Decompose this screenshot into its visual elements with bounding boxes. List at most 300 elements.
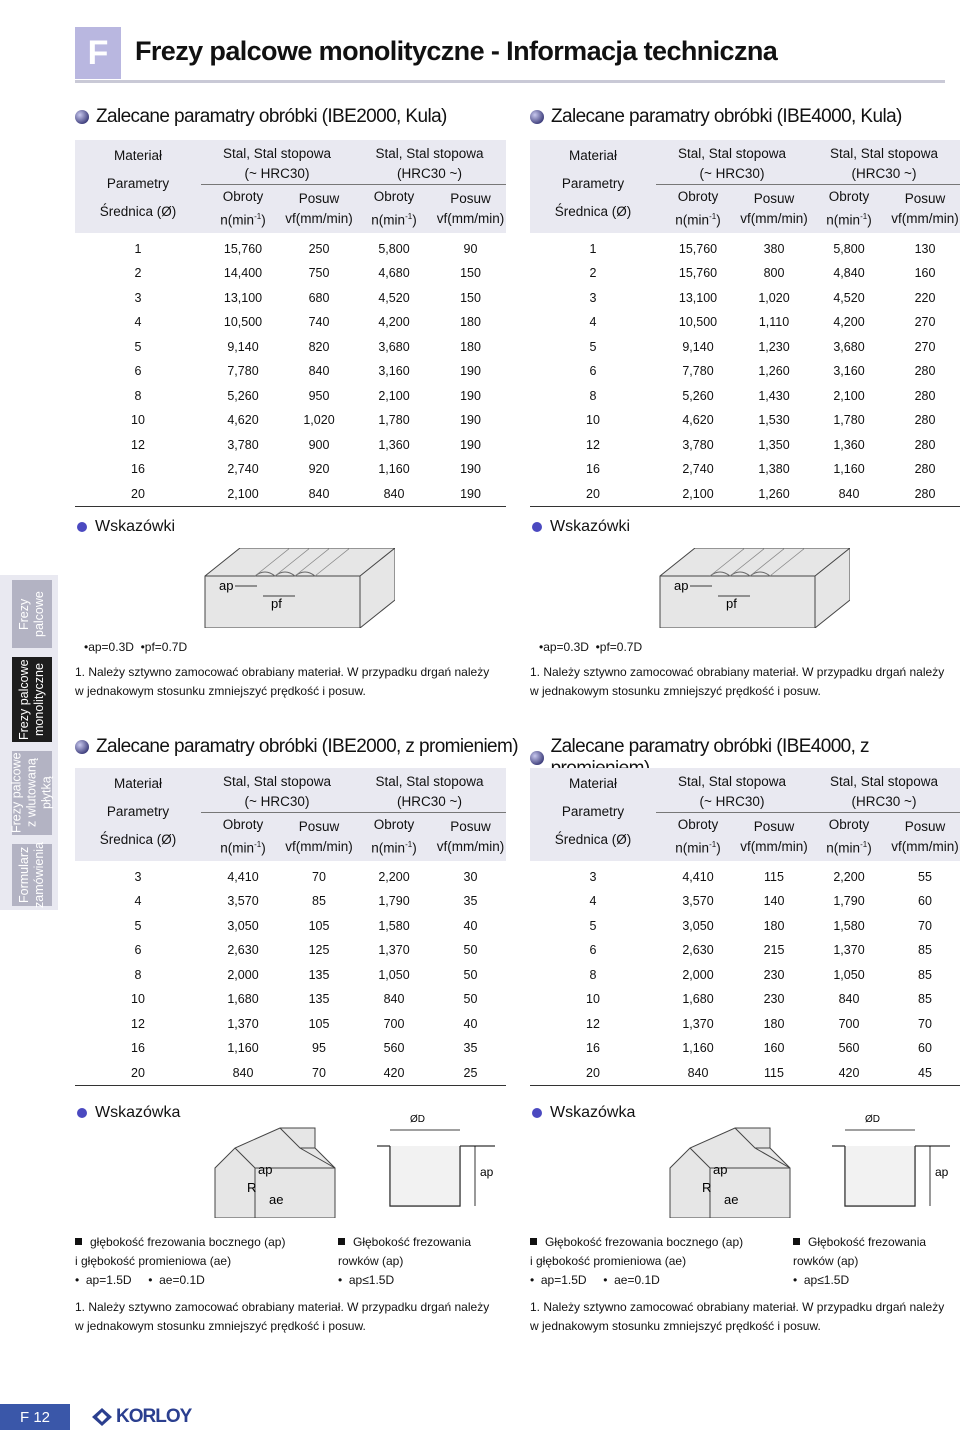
- table-cell: 6: [589, 364, 597, 379]
- table-cell: 95: [312, 1041, 326, 1056]
- table-cell: 1,360: [378, 437, 410, 452]
- header-feed-unit: vf(mm/min): [285, 838, 353, 854]
- tips-heading-text: Wskazówka: [550, 1104, 636, 1121]
- table-cell: 8: [134, 967, 142, 982]
- table-row: [530, 408, 960, 433]
- tips-heading-text: Wskazówka: [95, 1104, 181, 1121]
- header-feed-label: Posuw: [450, 190, 491, 206]
- table-cell: 25: [463, 1065, 478, 1080]
- header-feed: [740, 185, 808, 233]
- header-rpm: [808, 185, 890, 233]
- rpm-unit-a: n(min: [220, 212, 255, 228]
- tips-heading: [532, 518, 630, 536]
- table-cell: 420: [383, 1065, 405, 1080]
- header-material-1-b: (~ HRC30): [244, 794, 310, 809]
- table-cell: 16: [586, 462, 600, 477]
- table-row: [530, 384, 960, 409]
- table-cell: 10: [131, 413, 145, 428]
- rpm-unit-sup: -1: [860, 840, 868, 849]
- header-rpm-unit: [353, 835, 435, 859]
- table-cell: 1,160: [682, 1041, 714, 1056]
- table-cell: 35: [463, 1041, 478, 1056]
- brand-name: KORLOY: [116, 1406, 192, 1427]
- table-cell: 3,680: [833, 339, 865, 354]
- table-cell: 2,100: [682, 486, 714, 501]
- slot-tip-text: Głębokość frezowania: [808, 1235, 927, 1249]
- header-feed: [285, 185, 353, 233]
- slot-tip-line3: • ap≤1.5D: [793, 1273, 850, 1287]
- table-bottom-rule: [75, 507, 506, 512]
- table-cell: 20: [131, 1065, 145, 1080]
- header-feed-label: Posuw: [753, 190, 795, 206]
- table-cell: 35: [463, 894, 478, 909]
- page-title: Frezy palcowe monolityczne - Informacja techniczna: [135, 36, 778, 66]
- section-title: [530, 106, 902, 128]
- header-corner: [75, 140, 201, 233]
- header-rpm: [201, 185, 285, 233]
- table-row: [75, 359, 506, 384]
- table-cell: 1,260: [758, 486, 790, 501]
- header-material-2-b: (HRC30 ~): [851, 794, 917, 809]
- table-cell: 2,740: [682, 462, 714, 477]
- header-material: Materiał: [113, 148, 162, 163]
- tips-heading-text: Wskazówki: [550, 518, 631, 535]
- table-cell: 280: [914, 388, 936, 403]
- table-cell: 12: [586, 1016, 600, 1031]
- side-tip-text: Głębokość frezowania bocznego (ap): [545, 1235, 744, 1249]
- table-cell: 2,630: [682, 943, 714, 958]
- table-row: [75, 408, 506, 433]
- table-cell: 50: [463, 943, 478, 958]
- slot-milling-tip: [793, 1233, 953, 1290]
- table-cell: 1: [134, 241, 142, 256]
- slot-ap-label: ap: [480, 1165, 494, 1179]
- header-material-2: [353, 140, 506, 185]
- header-rpm-label: Obroty: [222, 817, 264, 832]
- side-tab-frezy-palcowe[interactable]: [12, 580, 52, 648]
- header-feed-unit: vf(mm/min): [436, 210, 505, 226]
- side-tip-line3: • ap=1.5D • ae=0.1D: [530, 1273, 660, 1287]
- table-cell: 60: [918, 1041, 932, 1056]
- table-row: [530, 261, 960, 286]
- table-cell: 85: [918, 943, 932, 958]
- table-cell: 12: [131, 1016, 145, 1031]
- ae-label: ae: [269, 1192, 284, 1207]
- table-cell: 16: [131, 1041, 145, 1056]
- header-material-2-a: Stal, Stal stopowa: [375, 774, 484, 789]
- header-diameter: Średnica (Ø): [99, 204, 177, 219]
- table-cell: 16: [586, 1041, 600, 1056]
- pf-label: pf: [726, 596, 737, 611]
- bullet-ball-icon: [530, 110, 544, 124]
- header-params: Parametry: [106, 176, 170, 191]
- table-cell: 3,050: [682, 918, 714, 933]
- rpm-unit-sup: -1: [254, 212, 262, 221]
- table-cell: 40: [463, 1016, 478, 1031]
- side-tab-label: Frezy palcowe: [17, 591, 46, 637]
- table-cell: 3,050: [227, 918, 259, 933]
- header-corner: [530, 768, 656, 861]
- table-cell: 230: [763, 967, 785, 982]
- table-cell: 4,200: [378, 315, 410, 330]
- table-cell: 20: [131, 486, 145, 501]
- rpm-unit-c: ): [716, 840, 721, 856]
- table-cell: 125: [308, 943, 330, 958]
- table-cell: 180: [460, 339, 481, 354]
- header-material-2-b: (HRC30 ~): [397, 166, 462, 181]
- table-cell: 230: [763, 992, 785, 1007]
- section-title-text: Zalecane paramatry obróbki (IBE4000, z: [550, 736, 869, 757]
- header-rpm: [201, 813, 285, 861]
- table-cell: 40: [463, 918, 478, 933]
- header-feed-unit: vf(mm/min): [740, 210, 808, 226]
- table-cell: 560: [383, 1041, 405, 1056]
- header-feed-label: Posuw: [450, 818, 491, 834]
- table-cell: 840: [383, 486, 405, 501]
- table-cell: 190: [460, 486, 481, 501]
- side-tab-wlutowana-plytka[interactable]: [9, 751, 54, 835]
- side-tip-text: głębokość frezowania bocznego (ap): [90, 1235, 286, 1249]
- table-cell: 2,630: [227, 943, 259, 958]
- rpm-unit-a: n(min: [675, 212, 710, 228]
- tip-values: •ap=0.3D •pf=0.7D: [84, 640, 188, 654]
- table-cell: 2,000: [682, 967, 714, 982]
- header-rpm-unit: [201, 207, 285, 231]
- table-row: [530, 482, 960, 507]
- table-cell: 1,050: [833, 967, 865, 982]
- table-cell: 1,110: [758, 315, 790, 330]
- table-cell: 4: [589, 315, 597, 330]
- slot-tip-line1: [338, 1233, 498, 1252]
- table-row: [530, 233, 960, 262]
- table-cell: 250: [308, 241, 330, 256]
- table-cell: 4: [589, 894, 597, 909]
- header-material-1-a: Stal, Stal stopowa: [677, 774, 787, 789]
- side-tip-line1: [530, 1233, 780, 1252]
- table-cell: 1,580: [378, 918, 410, 933]
- rpm-unit-sup: -1: [405, 840, 413, 849]
- table-cell: 1,780: [378, 413, 410, 428]
- table-cell: 215: [763, 943, 785, 958]
- tip-bullet-icon: [532, 522, 542, 532]
- table-cell: 130: [914, 241, 936, 256]
- table-row: [75, 457, 506, 482]
- r-label: R: [702, 1180, 712, 1195]
- table-row: [75, 1061, 506, 1086]
- header-rpm-label: Obroty: [677, 817, 719, 832]
- square-bullet-icon: [530, 1238, 537, 1245]
- table-row: [75, 914, 506, 939]
- rpm-unit-sup: -1: [860, 212, 868, 221]
- header-diameter: Średnica (Ø): [554, 204, 632, 219]
- table-cell: 1,350: [758, 437, 790, 452]
- table-cell: 1: [589, 241, 597, 256]
- rpm-unit-a: n(min: [675, 840, 710, 856]
- table-cell: 105: [308, 918, 330, 933]
- table-row: [75, 286, 506, 311]
- note-text: 1. Należy sztywno zamocować obrabiany materiał. W przypadku drgań należy w jednakowym stosunku zmniejszyć prędkość i posuw.: [530, 1300, 945, 1333]
- side-navigation: [0, 575, 58, 910]
- header-rpm: [656, 813, 740, 861]
- table-cell: 700: [838, 1016, 860, 1031]
- header-rpm-label: Obroty: [677, 189, 719, 204]
- cutting-params-table: [530, 140, 960, 511]
- table-cell: 680: [308, 290, 330, 305]
- side-tab-label: Formularz zamówienia: [17, 841, 46, 908]
- table-cell: 1,020: [758, 290, 790, 305]
- side-tab-formularz[interactable]: [12, 841, 52, 908]
- od-label: ØD: [865, 1114, 880, 1125]
- table-cell: 750: [308, 266, 330, 281]
- table-row: [75, 384, 506, 409]
- cutting-params-table: [75, 140, 506, 511]
- table-row: [530, 1012, 960, 1037]
- table-cell: 3: [589, 290, 597, 305]
- header-params: Parametry: [561, 804, 625, 819]
- header-feed-label: Posuw: [904, 818, 946, 834]
- table-cell: 1,430: [758, 388, 790, 403]
- header-feed: [435, 813, 506, 861]
- side-tip-line2: i głębokość promieniowa (ae): [530, 1254, 687, 1268]
- table-cell: 6: [134, 364, 142, 379]
- header-rpm: [353, 813, 435, 861]
- cutting-params-table: [75, 768, 506, 1090]
- table-cell: 560: [838, 1041, 860, 1056]
- side-tip-line1: [75, 1233, 325, 1252]
- table-cell: 13,100: [678, 290, 718, 305]
- table-row: [75, 938, 506, 963]
- header-feed-label: Posuw: [298, 818, 340, 834]
- table-cell: 160: [763, 1041, 785, 1056]
- ball-mill-cut-diagram: [650, 548, 850, 628]
- table-cell: 3,680: [378, 339, 410, 354]
- header-params: Parametry: [561, 176, 625, 191]
- table-cell: 5,260: [227, 388, 259, 403]
- radius-mill-cut-diagram: [165, 1108, 505, 1218]
- header-rpm-label: Obroty: [373, 189, 415, 204]
- table-cell: 1,230: [758, 339, 790, 354]
- table-cell: 2,000: [227, 967, 259, 982]
- table-cell: 85: [918, 992, 932, 1007]
- note-text: 1. Należy sztywno zamocować obrabiany materiał. W przypadku drgań należy w jednakowym stosunku zmniejszyć prędkość i posuw.: [530, 665, 945, 698]
- header-material-1: [656, 140, 808, 185]
- table-cell: 14,400: [223, 266, 263, 281]
- rpm-unit-sup: -1: [709, 840, 717, 849]
- chapter-letter: F: [75, 27, 121, 79]
- table-cell: 16: [131, 462, 145, 477]
- table-cell: 7,780: [682, 364, 714, 379]
- table-cell: 4,840: [833, 266, 865, 281]
- table-cell: 3: [589, 869, 597, 884]
- table-cell: 10: [586, 413, 600, 428]
- table-cell: 1,780: [833, 413, 865, 428]
- table-cell: 70: [918, 1016, 932, 1031]
- table-cell: 1,680: [682, 992, 714, 1007]
- square-bullet-icon: [338, 1238, 345, 1245]
- table-cell: 820: [308, 339, 330, 354]
- table-cell: 1,530: [758, 413, 790, 428]
- section-title: [75, 736, 518, 758]
- table-cell: 2,100: [833, 388, 865, 403]
- rpm-unit-c: ): [261, 840, 266, 856]
- table-cell: 5: [134, 339, 142, 354]
- table-cell: 280: [914, 413, 936, 428]
- header-material-1: [656, 768, 808, 813]
- header-feed-unit: vf(mm/min): [740, 838, 808, 854]
- table-cell: 4,200: [833, 315, 865, 330]
- page-number-badge: F 12: [0, 1404, 70, 1430]
- header-feed-unit: vf(mm/min): [891, 210, 959, 226]
- table-cell: 115: [764, 869, 784, 884]
- table-cell: 3,570: [227, 894, 259, 909]
- header-material-1-a: Stal, Stal stopowa: [222, 146, 332, 161]
- table-cell: 1,790: [833, 894, 865, 909]
- header-material: Materiał: [113, 776, 162, 791]
- table-cell: 800: [763, 266, 785, 281]
- table-cell: 2,100: [227, 486, 259, 501]
- table-cell: 2: [589, 266, 597, 281]
- table-cell: 10,500: [678, 315, 718, 330]
- table-cell: 1,160: [833, 462, 865, 477]
- table-cell: 4,620: [682, 413, 714, 428]
- section-title: [75, 106, 447, 128]
- table-row: [530, 433, 960, 458]
- header-feed-label: Posuw: [753, 818, 795, 834]
- table-row: [75, 987, 506, 1012]
- table-row: [75, 335, 506, 360]
- table-cell: 1,160: [227, 1041, 259, 1056]
- table-row: [530, 889, 960, 914]
- rpm-unit-a: n(min: [220, 840, 255, 856]
- table-cell: 920: [308, 462, 330, 477]
- table-cell: 3,780: [227, 437, 259, 452]
- table-cell: 190: [460, 437, 481, 452]
- header-material-2-b: (HRC30 ~): [397, 794, 462, 809]
- table-cell: 1,680: [227, 992, 259, 1007]
- table-cell: 90: [463, 241, 478, 256]
- table-row: [530, 359, 960, 384]
- table-cell: 4,410: [227, 869, 259, 884]
- table-cell: 4: [134, 894, 142, 909]
- table-cell: 840: [232, 1065, 254, 1080]
- table-cell: 135: [308, 967, 330, 982]
- header-material-1-b: (~ HRC30): [244, 166, 310, 181]
- table-cell: 20: [586, 1065, 600, 1080]
- rpm-unit-sup: -1: [405, 212, 413, 221]
- table-cell: 6: [134, 943, 142, 958]
- pf-label: pf: [271, 596, 282, 611]
- side-milling-tip: [75, 1233, 325, 1290]
- rpm-unit-c: ): [412, 212, 417, 228]
- table-cell: 5: [134, 918, 142, 933]
- table-row: [530, 914, 960, 939]
- rpm-unit-sup: -1: [254, 840, 262, 849]
- table-cell: 105: [308, 1016, 330, 1031]
- table-cell: 12: [586, 437, 600, 452]
- header-material-1: [201, 768, 353, 813]
- table-cell: 740: [308, 315, 330, 330]
- table-cell: 5: [589, 918, 597, 933]
- table-bottom-rule: [75, 1086, 506, 1091]
- cutting-params-table: [530, 768, 960, 1090]
- table-cell: 135: [308, 992, 330, 1007]
- header-feed-label: Posuw: [904, 190, 946, 206]
- table-cell: 1,370: [227, 1016, 259, 1031]
- table-cell: 3,160: [833, 364, 865, 379]
- table-cell: 280: [914, 486, 936, 501]
- table-cell: 220: [914, 290, 936, 305]
- table-cell: 190: [460, 413, 481, 428]
- header-material-2-a: Stal, Stal stopowa: [829, 774, 939, 789]
- section-title-text: Zalecane paramatry obróbki (IBE2000, Kula): [96, 106, 447, 127]
- table-cell: 3: [134, 869, 142, 884]
- header-rpm-unit: [808, 835, 890, 859]
- header-rpm-unit: [656, 835, 740, 859]
- table-row: [75, 1036, 506, 1061]
- table-cell: 180: [460, 315, 481, 330]
- header-material-2-a: Stal, Stal stopowa: [375, 146, 484, 161]
- ap-label: ap: [258, 1162, 273, 1177]
- korloy-logo-icon: [92, 1408, 112, 1426]
- table-cell: 1,370: [682, 1016, 714, 1031]
- table-cell: 3,780: [682, 437, 714, 452]
- tips-heading-text: Wskazówki: [95, 518, 176, 535]
- r-label: R: [247, 1180, 257, 1195]
- side-tab-monolityczne[interactable]: [12, 657, 52, 742]
- table-cell: 2: [134, 266, 142, 281]
- table-row: [530, 457, 960, 482]
- header-material-1: [201, 140, 353, 185]
- table-row: [530, 938, 960, 963]
- table-cell: 160: [914, 266, 936, 281]
- table-cell: 9,140: [227, 339, 259, 354]
- header-rpm: [656, 185, 740, 233]
- header-rpm-label: Obroty: [373, 817, 415, 832]
- table-cell: 4,520: [833, 290, 865, 305]
- header-rpm-unit: [656, 207, 740, 231]
- table-cell: 3,570: [682, 894, 714, 909]
- table-row: [75, 433, 506, 458]
- table-cell: 1,360: [833, 437, 865, 452]
- table-cell: 8: [589, 388, 597, 403]
- table-bottom-rule: [530, 507, 960, 512]
- table-cell: 1,370: [378, 943, 410, 958]
- table-cell: 12: [131, 437, 145, 452]
- table-cell: 10: [131, 992, 145, 1007]
- tip-bullet-icon: [532, 1108, 542, 1118]
- table-cell: 10: [586, 992, 600, 1007]
- header-material-2: [353, 768, 506, 813]
- table-row: [530, 861, 960, 890]
- header-material-1-b: (~ HRC30): [699, 166, 765, 181]
- table-cell: 5,260: [682, 388, 714, 403]
- table-cell: 8: [134, 388, 142, 403]
- table-cell: 1,580: [833, 918, 865, 933]
- header-feed: [740, 813, 808, 861]
- table-cell: 8: [589, 967, 597, 982]
- table-row: [530, 987, 960, 1012]
- header-material-1-a: Stal, Stal stopowa: [222, 774, 332, 789]
- table-cell: 85: [312, 894, 326, 909]
- bullet-ball-icon: [530, 751, 544, 765]
- table-cell: 60: [918, 894, 932, 909]
- header-material: Materiał: [568, 148, 617, 163]
- table-cell: 50: [463, 992, 478, 1007]
- table-cell: 70: [312, 869, 326, 884]
- ap-label: ap: [219, 578, 234, 593]
- table-cell: 13,100: [223, 290, 263, 305]
- header-material-2: [808, 768, 960, 813]
